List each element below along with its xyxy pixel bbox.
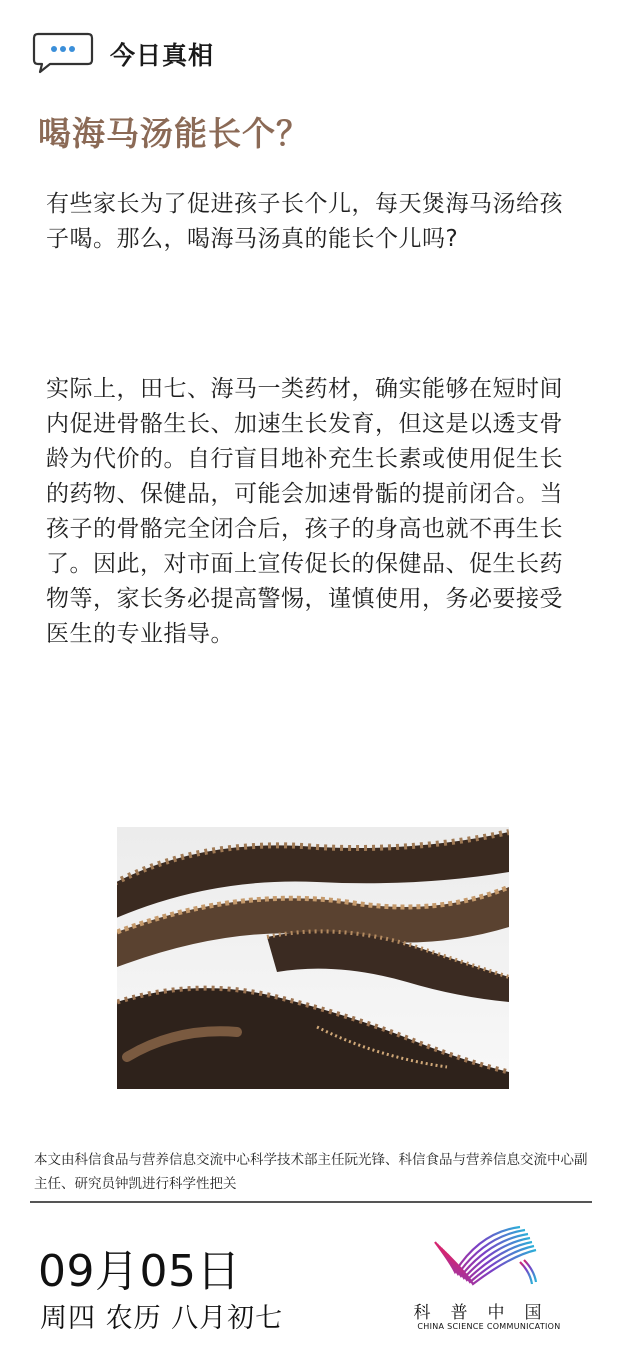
- date: 09月05日: [38, 1246, 241, 1297]
- logo-name-en: CHINA SCIENCE COMMUNICATION: [417, 1322, 561, 1331]
- header: [30, 28, 590, 76]
- footer-divider: [30, 1201, 592, 1203]
- credit-note: 本文由科信食品与营养信息交流中心科学技术部主任阮光锋、科信食品与营养信息交流中心副主任、研究员钟凯进行科学性把关: [34, 1152, 588, 1192]
- logo-name-cn: 科普中国: [413, 1303, 562, 1323]
- article-paragraph-1: 有些家长为了促进孩子长个儿，每天煲海马汤给孩子喝。那么，喝海马汤真的能长个儿吗?: [46, 191, 563, 252]
- logo-graphic-icon: [400, 1222, 580, 1298]
- weekday-lunar-date: 周四 农历 八月初七: [40, 1303, 284, 1334]
- article-title: 喝海马汤能长个？: [38, 114, 310, 153]
- article-paragraph-2: 实际上，田七、海马一类药材，确实能够在短时间内促进骨骼生长、加速生长发育，但这是以透支骨龄为代价的。自行盲目地补充生长素或使用促生长的药物、保健品，可能会加速骨骺的提前闭合。当孩子的骨骼完全闭合后，孩子的身高也就不再生长了。因此，对市面上宣传促长的保健品、促生长药物等，家长务必提高警惕，谨慎使用，务必要接受医生的专业指导。: [46, 376, 563, 647]
- header-title: 今日真相: [110, 41, 215, 70]
- seahorse-photo: [117, 827, 509, 1089]
- chat-bubble-icon: [32, 30, 94, 74]
- kepu-china-logo: [400, 1222, 580, 1334]
